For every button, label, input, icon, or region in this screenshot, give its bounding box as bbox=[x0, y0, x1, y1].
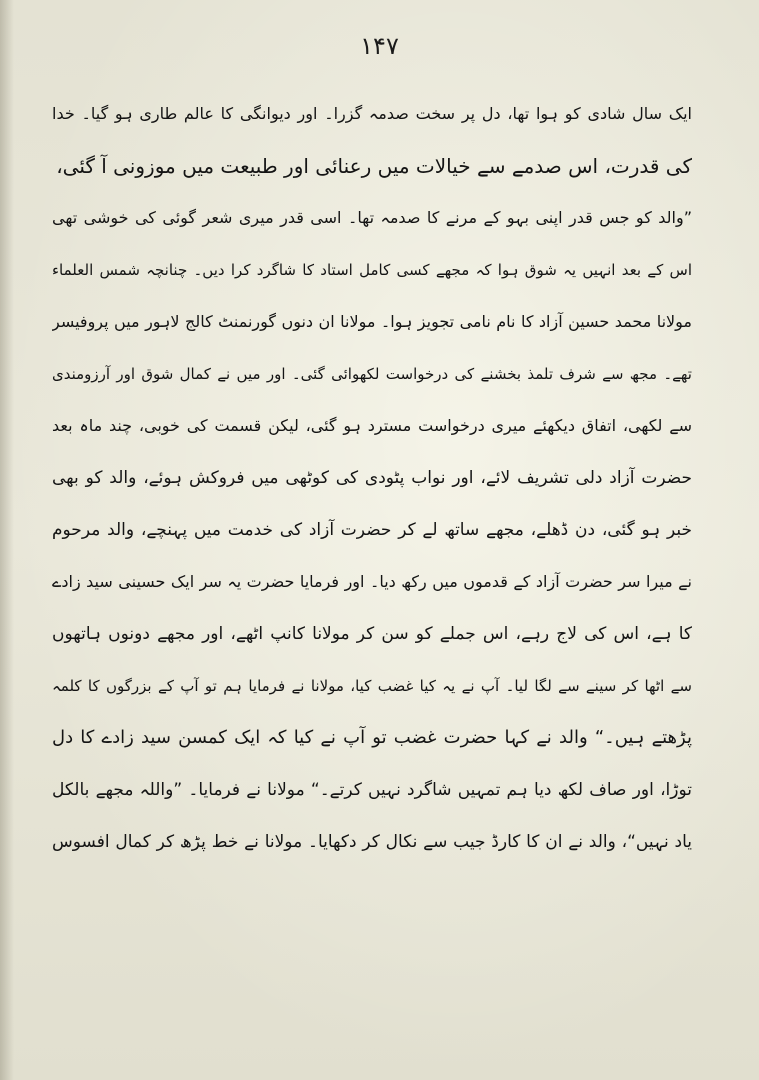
text-line: کا ہے، اس کی لاج رہے، اس جملے کو سن کر مولانا کانپ اٹھے، اور مجھے دونوں ہاتھوں bbox=[52, 624, 692, 644]
text-line: توڑا، اور صاف لکھ دیا ہم تمہیں شاگرد نہیں کرتے۔“ مولانا نے فرمایا۔ ”واللہ مجھے بالکل bbox=[52, 780, 692, 800]
text-line: ”والد کو جس قدر اپنی بہو کے مرنے کا صدمہ تھا۔ اسی قدر میری شعر گوئی کی خوشی تھی bbox=[52, 208, 692, 227]
text-line: حضرت آزاد دلی تشریف لائے، اور نواب پٹودی کی کوٹھی میں فروکش ہوئے، والد کو بھی bbox=[52, 468, 692, 488]
binding-shadow bbox=[0, 0, 14, 1080]
page-number: ۱۴۷ bbox=[360, 32, 399, 60]
text-line: نے میرا سر حضرت آزاد کے قدموں میں رکھ دیا۔ اور فرمایا حضرت یہ سر ایک حسینی سید زادے bbox=[52, 572, 692, 591]
text-line: ایک سال شادی کو ہوا تھا، دل پر سخت صدمہ گزرا۔ اور دیوانگی کا عالم طاری ہو گیا۔ خدا bbox=[52, 104, 692, 123]
text-line: سے لکھی، اتفاق دیکھئے میری درخواست مسترد ہو گئی، لیکن قسمت کی خوبی، چند ماہ بعد bbox=[52, 416, 692, 435]
text-line: خبر ہو گئی، دن ڈھلے، مجھے ساتھ لے کر حضرت آزاد کی خدمت میں پہنچے، والد مرحوم bbox=[52, 520, 692, 540]
text-line: کی قدرت، اس صدمے سے خیالات میں رعنائی اور طبیعت میں موزونی آ گئی، bbox=[56, 154, 692, 178]
text-line: یاد نہیں“، والد نے ان کا کارڈ جیب سے نکال کر دکھایا۔ مولانا نے خط پڑھ کر کمال افسوس bbox=[52, 832, 692, 852]
text-line: سے اٹھا کر سینے سے لگا لیا۔ آپ نے یہ کیا غضب کیا، مولانا نے فرمایا ہم تو آپ کے بزرگوں کا کلمہ bbox=[52, 677, 692, 695]
body-text bbox=[52, 88, 692, 868]
text-line: مولانا محمد حسین آزاد کا نام نامی تجویز ہوا۔ مولانا ان دنوں گورنمنٹ کالج لاہور میں پروفیسر bbox=[52, 312, 692, 331]
text-line: اس کے بعد انہیں یہ شوق ہوا کہ مجھے کسی کامل استاد کا شاگرد کرا دیں۔ چنانچہ شمس العلماء bbox=[52, 261, 692, 279]
text-line: پڑھتے ہیں۔“ والد نے کہا حضرت غضب تو آپ نے کیا کہ ایک کمسن سید زادے کا دل bbox=[52, 727, 692, 748]
text-line: تھے۔ مجھ سے شرف تلمذ بخشنے کی درخواست لکھوائی گئی۔ اور میں نے کمال شوق اور آرزومندی bbox=[52, 365, 692, 383]
